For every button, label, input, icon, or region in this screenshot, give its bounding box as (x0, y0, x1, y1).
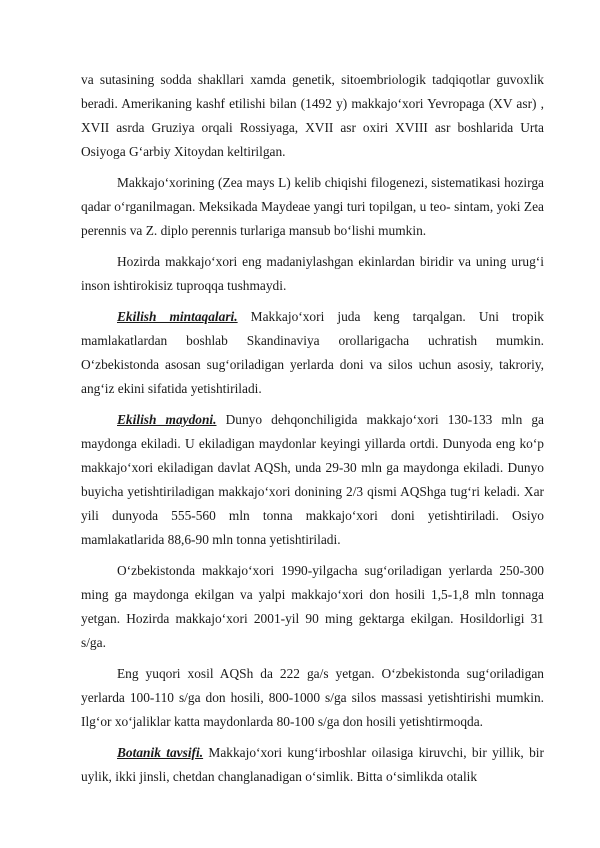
paragraph-text: Makkajo‘xorining (Zea mays L) kelib chiqishi filogenezi, sistematikasi hozirga qadar o‘rganilmagan. Meksikada Maydeae yangi turi topilgan, u teo- sintam, yoki Zea perennis va Z. diplo perennis turlariga mansub bo‘lishi mumkin. (81, 175, 544, 238)
section-heading-growing-area: Ekilish maydoni. (117, 412, 217, 427)
section-heading-botanical-description: Botanik tavsifi. (117, 745, 204, 760)
paragraph-botanical-description (81, 741, 544, 789)
paragraph-cultivation (81, 250, 544, 298)
paragraph-growing-regions (81, 305, 544, 401)
paragraph-growing-area (81, 408, 544, 552)
paragraph-text: Hozirda makkajo‘xori eng madaniylashgan ekinlardan biridir va uning urug‘i inson ishtirokisiz tuproqqa tushmaydi. (81, 254, 544, 293)
paragraph-yield (81, 662, 544, 734)
section-heading-growing-regions: Ekilish mintaqalari. (117, 309, 238, 324)
paragraph-text: Makkajo‘xori juda keng tarqalgan. Uni tropik mamlakatlardan boshlab Skandinaviya orollarigacha uchratish mumkin. O‘zbekistonda asosan sug‘oriladigan yerlarda doni va silos uchun asosiy, takroriy, ang‘iz ekini sifatida yetishtiriladi. (81, 309, 544, 396)
paragraph-text: Makkajo‘xori kung‘irboshlar oilasiga kiruvchi, bir yillik, bir uylik, ikki jinsli, chetdan changlanadigan o‘simlik. Bitta o‘simlikda otalik (81, 745, 544, 784)
paragraph-text: Dunyo dehqonchiligida makkajo‘xori 130-133 mln ga maydonga ekiladi. U ekiladigan maydonlar keyingi yillarda ortdi. Dunyoda eng ko‘p makkajo‘xori ekiladigan davlat AQSh, unda 29-30 mln ga maydonga ekiladi. Dunyo buyicha yetishtiriladigan makkajo‘xori donining 2/3 qismi AQShga tug‘ri keladi. Xar yili dunyoda 555-560 mln tonna makkajo‘xori doni yetishtiriladi. Osiyo mamlakatlarida 88,6-90 mln tonna yetishtiriladi. (81, 412, 544, 547)
paragraph-text: va sutasining sodda shakllari xamda genetik, sitoembriologik tadqiqotlar guvoxlik beradi. Amerikaning kashf etilishi bilan (1492 y) makkajo‘xori Yevropaga (XV asr) , XVII asrda Gruziya orqali Rossiyaga, XVII asr oxiri XVIII asr boshlarida Urta Osiyoga G‘arbiy Xitoydan keltirilgan. (81, 72, 544, 159)
paragraph-text: O‘zbekistonda makkajo‘xori 1990-yilgacha sug‘oriladigan yerlarda 250-300 ming ga maydonga ekilgan va yalpi makkajo‘xori don hosili 1,5-1,8 mln tonnaga yetgan. Hozirda makkajo‘xori 2001-yil 90 ming gektarga ekilgan. Hosildorligi 31 s/ga. (81, 563, 544, 650)
paragraph-uzbekistan-area (81, 559, 544, 655)
paragraph-origin-spread (81, 68, 544, 164)
paragraph-text: Eng yuqori xosil AQSh da 222 ga/s yetgan. O‘zbekistonda sug‘oriladigan yerlarda 100-110 s/ga don hosili, 800-1000 s/ga silos massasi yetishtirishi mumkin. Ilg‘or xo‘jaliklar katta maydonlarda 80-100 s/ga don hosili yetishtirmoqda. (81, 666, 544, 729)
paragraph-phylogeny (81, 171, 544, 243)
